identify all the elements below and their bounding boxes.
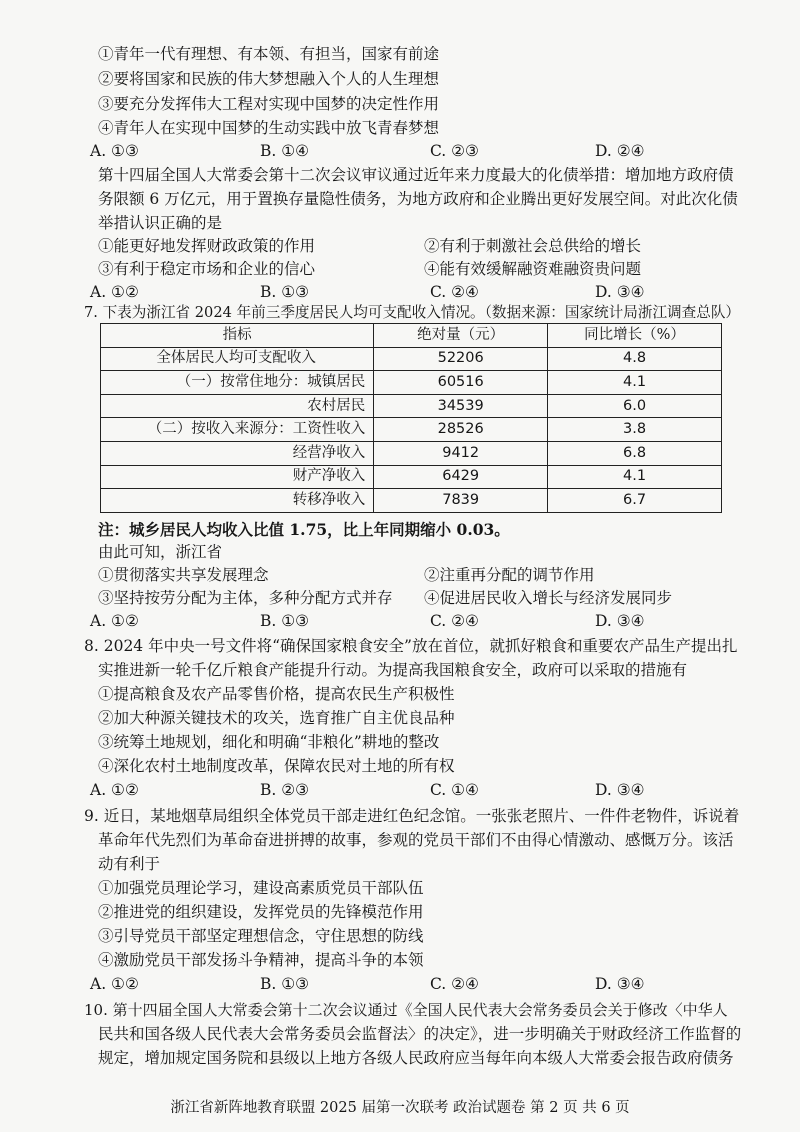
header-growth: 同比增长（%）	[548, 324, 722, 348]
row-label: 财产净收入	[101, 465, 374, 489]
q6-options	[90, 141, 770, 162]
q8-statement-2: ②注重再分配的调节作用	[424, 566, 595, 584]
q10-stem-line-3: 动有利于	[98, 855, 161, 873]
q6-statement-3: ③要充分发挥伟大工程对实现中国梦的决定性作用	[98, 95, 440, 113]
row-label: 全体居民人均可支配收入	[101, 347, 374, 371]
q9-stem-line-1: 8. 2024 年中央一号文件将“确保国家粮食安全”放在首位，就抓好粮食和重要农产品生产提出扎	[84, 637, 738, 655]
q10-options	[90, 974, 770, 995]
row-label: 农村居民	[101, 394, 374, 418]
table-row	[101, 394, 722, 418]
q7-stem-line-2: 务限额 6 万亿元，用于置换存量隐性债务，为地方政府和企业腾出更好发展空间。对此次化债	[98, 190, 738, 208]
page-footer: 浙江省新阵地教育联盟 2025 届第一次联考 政治试题卷 第 2 页 共 6 页	[170, 1100, 630, 1116]
q7-option-c[interactable]: C. ②④	[430, 283, 479, 301]
q9-statement-2: ②加大种源关键技术的攻关，选育推广自主优良品种	[98, 709, 455, 727]
table-row	[101, 418, 722, 442]
table-row	[101, 441, 722, 465]
row-growth: 4.8	[548, 347, 722, 371]
q10-statement-2: ②推进党的组织建设，发挥党员的先锋模范作用	[98, 903, 424, 921]
q8-lead: 由此可知，浙江省	[98, 543, 223, 561]
q8-stem: 7. 下表为浙江省 2024 年前三季度居民人均可支配收入情况。（数据来源：国家统计局浙江调查总队）	[84, 304, 741, 321]
q10-stem-line-2: 革命年代先烈们为革命奋进拼搏的故事，参观的党员干部们不由得心情激动、感慨万分。该活	[98, 831, 734, 849]
row-value: 52206	[374, 347, 548, 371]
q9-option-c[interactable]: C. ①④	[430, 781, 479, 799]
q11-stem-line-3: 规定，增加规定国务院和县级以上地方各级人民政府应当每年向本级人大常委会报告政府债务	[98, 1049, 734, 1067]
header-absolute: 绝对量（元）	[374, 324, 548, 348]
q8-option-a[interactable]: A. ①②	[90, 612, 139, 630]
q7-stem-line-3: 举措认识正确的是	[98, 214, 223, 232]
q7-stem-line-1: 第十四届全国人大常委会第十二次会议审议通过近年来力度最大的化债举措：增加地方政府债	[98, 166, 734, 184]
q9-option-a[interactable]: A. ①②	[90, 781, 139, 799]
row-value: 28526	[374, 418, 548, 442]
q7-option-b[interactable]: B. ①③	[260, 283, 310, 301]
row-label: 经营净收入	[101, 441, 374, 465]
row-value: 7839	[374, 489, 548, 513]
q7-statement-1: ①能更好地发挥财政政策的作用	[98, 237, 316, 255]
q9-statement-4: ④深化农村土地制度改革，保障农民对土地的所有权	[98, 757, 455, 775]
row-growth: 6.7	[548, 489, 722, 513]
row-label: （二）按收入来源分：工资性收入	[101, 418, 374, 442]
row-value: 34539	[374, 394, 548, 418]
q7-option-d[interactable]: D. ③④	[595, 283, 645, 301]
row-growth: 4.1	[548, 465, 722, 489]
q10-option-d[interactable]: D. ③④	[595, 975, 645, 993]
table-row	[101, 371, 722, 395]
row-value: 9412	[374, 441, 548, 465]
q10-stem-line-1: 9. 近日，某地烟草局组织全体党员干部走进红色纪念馆。一张张老照片、一件件老物件，诉说着	[84, 807, 740, 825]
q6-option-d[interactable]: D. ②④	[595, 142, 645, 160]
q7-statement-2: ②有利于刺激社会总供给的增长	[424, 237, 642, 255]
q9-option-b[interactable]: B. ②③	[260, 781, 310, 799]
q6-statement-4: ④青年人在实现中国梦的生动实践中放飞青春梦想	[98, 119, 440, 137]
row-growth: 3.8	[548, 418, 722, 442]
income-table	[100, 323, 722, 513]
table-row	[101, 347, 722, 371]
q11-stem-line-2: 民共和国各级人民代表大会常务委员会监督法〉的决定》，进一步明确关于财政经济工作监督的	[98, 1025, 742, 1043]
q7-statement-4: ④能有效缓解融资难融资贵问题	[424, 260, 642, 278]
q8-option-b[interactable]: B. ①③	[260, 612, 310, 630]
header-indicator: 指标	[101, 324, 374, 348]
q10-statement-1: ①加强党员理论学习，建设高素质党员干部队伍	[98, 879, 424, 897]
table-row	[101, 465, 722, 489]
table-note: 注：城乡居民人均收入比值 1.75，比上年同期缩小 0.03。	[98, 520, 510, 539]
q9-statement-3: ③统筹土地规划，细化和明确“非粮化”耕地的整改	[98, 733, 440, 751]
row-value: 6429	[374, 465, 548, 489]
table-row	[101, 489, 722, 513]
q7-option-a[interactable]: A. ①②	[90, 283, 139, 301]
q9-option-d[interactable]: D. ③④	[595, 781, 645, 799]
q6-option-b[interactable]: B. ①④	[260, 142, 310, 160]
q8-option-d[interactable]: D. ③④	[595, 612, 645, 630]
q7-statement-3: ③有利于稳定市场和企业的信心	[98, 260, 316, 278]
q8-statement-3: ③坚持按劳分配为主体，多种分配方式并存	[98, 589, 393, 607]
q10-option-b[interactable]: B. ①③	[260, 975, 310, 993]
q8-options	[90, 611, 770, 632]
q6-option-c[interactable]: C. ②③	[430, 142, 479, 160]
row-label: （一）按常住地分：城镇居民	[101, 371, 374, 395]
q6-option-a[interactable]: A. ①③	[90, 142, 139, 160]
q8-option-c[interactable]: C. ②④	[430, 612, 479, 630]
q6-statement-1: ①青年一代有理想、有本领、有担当，国家有前途	[98, 45, 440, 63]
table-header-row	[101, 324, 722, 348]
q9-statement-1: ①提高粮食及农产品零售价格，提高农民生产积极性	[98, 685, 455, 703]
q8-statement-1: ①贯彻落实共享发展理念	[98, 566, 269, 584]
row-value: 60516	[374, 371, 548, 395]
q7-options	[90, 282, 770, 303]
q6-statement-2: ②要将国家和民族的伟大梦想融入个人的人生理想	[98, 70, 440, 88]
q10-option-a[interactable]: A. ①②	[90, 975, 139, 993]
q10-statement-3: ③引导党员干部坚定理想信念，守住思想的防线	[98, 927, 424, 945]
row-growth: 6.8	[548, 441, 722, 465]
q10-option-c[interactable]: C. ②④	[430, 975, 479, 993]
row-growth: 6.0	[548, 394, 722, 418]
row-growth: 4.1	[548, 371, 722, 395]
q10-statement-4: ④激励党员干部发扬斗争精神，提高斗争的本领	[98, 951, 424, 969]
q8-statement-4: ④促进居民收入增长与经济发展同步	[424, 589, 673, 607]
q9-stem-line-2: 实推进新一轮千亿斤粮食产能提升行动。为提高我国粮食安全，政府可以采取的措施有	[98, 661, 688, 679]
q9-options	[90, 780, 770, 801]
q11-stem-line-1: 10. 第十四届全国人大常委会第十二次会议通过《全国人民代表大会常务委员会关于修改〈中华人	[84, 1001, 728, 1019]
row-label: 转移净收入	[101, 489, 374, 513]
